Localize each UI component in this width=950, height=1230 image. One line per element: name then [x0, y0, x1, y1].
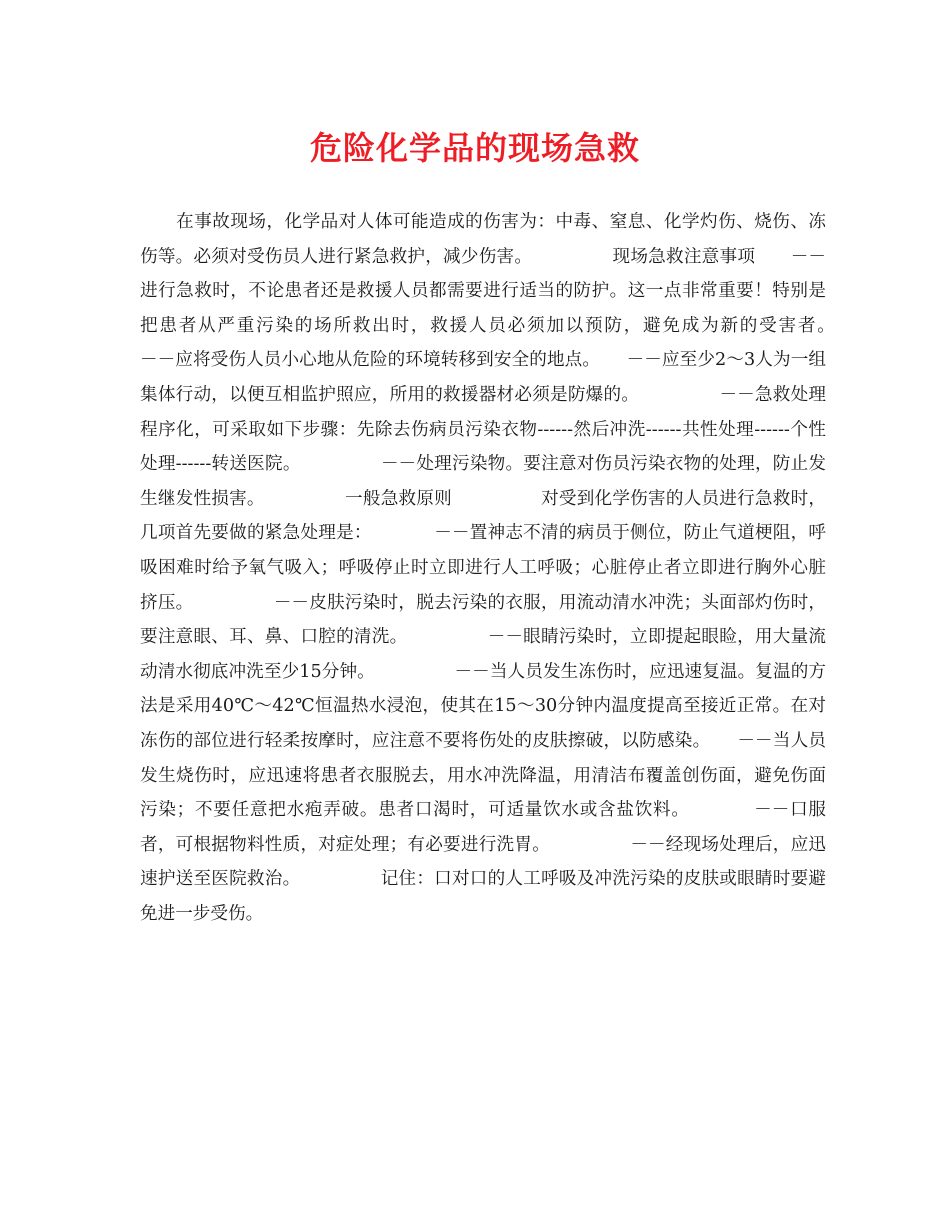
- body-paragraph: 在事故现场，化学品对人体可能造成的伤害为：中毒、窒息、化学灼伤、烧伤、冻伤等。必须对受伤员人进行紧急救护，减少伤害。 现场急救注意事项 －－进行急救时，不论患者还是救援人员都需要进行适当的防护。这一点非常重要！特别是把患者从严重污染的场所救出时，救援人员必须加以预防，避免成为新的受害者。 －－应将受伤人员小心地从危险的环境转移到安全的地点。 －－应至少2～3人为一组集体行动，以便互相监护照应，所用的救援器材必须是防爆的。 －－急救处理程序化，可采取如下步骤：先除去伤病员污染衣物------然后冲洗------共性处理------个性处理------转送医院。 －－处理污染物。要注意对伤员污染衣物的处理，防止发生继发性损害。 一般急救原则 对受到化学伤害的人员进行急救时，几项首先要做的紧急处理是： －－置神志不清的病员于侧位，防止气道梗阻，呼吸困难时给予氧气吸入；呼吸停止时立即进行人工呼吸；心脏停止者立即进行胸外心脏挤压。 －－皮肤污染时，脱去污染的衣服，用流动清水冲洗；头面部灼伤时，要注意眼、耳、鼻、口腔的清洗。 －－眼睛污染时，立即提起眼睑，用大量流动清水彻底冲洗至少15分钟。 －－当人员发生冻伤时，应迅速复温。复温的方法是采用40℃～42℃恒温热水浸泡，使其在15～30分钟内温度提高至接近正常。在对冻伤的部位进行轻柔按摩时，应注意不要将伤处的皮肤擦破，以防感染。 －－当人员发生烧伤时，应迅速将患者衣服脱去，用水冲洗降温，用清洁布覆盖创伤面，避免伤面污染；不要任意把水疱弄破。患者口渴时，可适量饮水或含盐饮料。 －－口服者，可根据物料性质，对症处理；有必要进行洗胃。 －－经现场处理后，应迅速护送至医院救治。 记住：口对口的人工呼吸及冲洗污染的皮肤或眼睛时要避免进一步受伤。: [140, 212, 914, 924]
- page-title: 危险化学品的现场急救: [309, 129, 640, 167]
